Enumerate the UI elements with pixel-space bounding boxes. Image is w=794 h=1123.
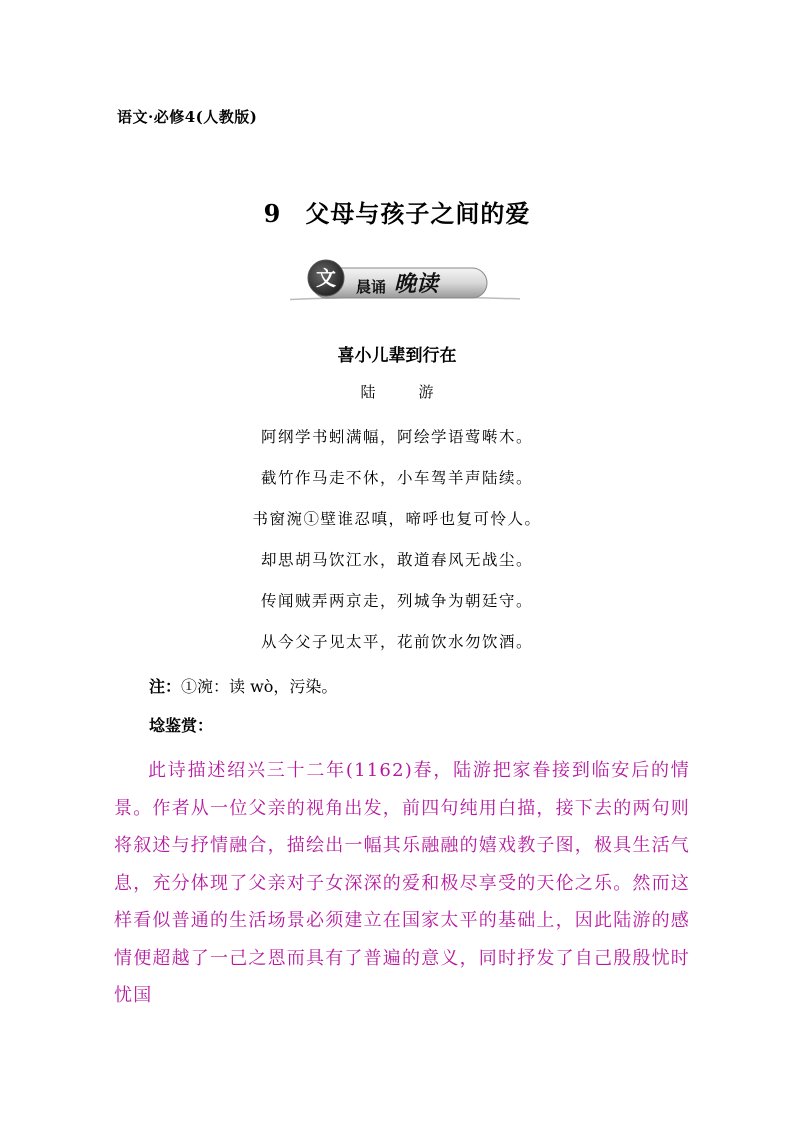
footnote [149,674,337,697]
appreciation-heading: 埝鉴赏： [149,716,214,735]
poem-line: 书窗涴①壁谁忍嗔，啼呼也复可怜人。 [252,510,542,528]
poem-line: 却思胡马饮江水，敢道春风无战尘。 [260,551,533,569]
poem-line: 截竹作马走不休，小车驾羊声陆续。 [260,469,533,487]
book-header: 语文·必修4(人教版) [117,108,258,126]
footnote-text: ①涴：读 wò，污染。 [181,677,338,696]
banner-label-large: 晚读 [394,271,439,297]
poem-line: 传闻贼弄两京走，列城争为朝廷守。 [260,592,533,610]
morning-evening-reading-banner [290,256,520,306]
poem-line: 阿纲学书蚓满幅，阿绘学语莺啭木。 [260,428,533,446]
appreciation-paragraph: 此诗描述绍兴三十二年(1162)春，陆游把家眷接到临安后的情景。作者从一位父亲的视角出发，前四句纯用白描，接下去的两句则将叙述与抒情融合，描绘出一幅其乐融融的嬉戏教子图，极具生活气息，充分体现了父亲对子女深深的爱和极尽享受的天伦之乐。然而这样看似普通的生活场景必须建立在国家太平的基础上，因此陆游的感情便超越了一己之恩而具有了普遍的意义，同时抒发了自己殷殷忧时忧国 [114,760,690,1006]
banner-label-small: 晨诵 [356,278,387,296]
poem-author: 陆 游 [360,383,448,401]
poem-title: 喜小儿辈到行在 [337,346,457,366]
lesson-number: 9 [263,199,282,228]
lesson-title-text: 父母与孩子之间的爱 [305,199,531,228]
banner-emblem-icon: 文 [316,266,336,290]
poem-line: 从今父子见太平，花前饮水勿饮酒。 [260,633,533,651]
footnote-label: 注： [149,677,182,696]
lesson-title [0,194,794,229]
